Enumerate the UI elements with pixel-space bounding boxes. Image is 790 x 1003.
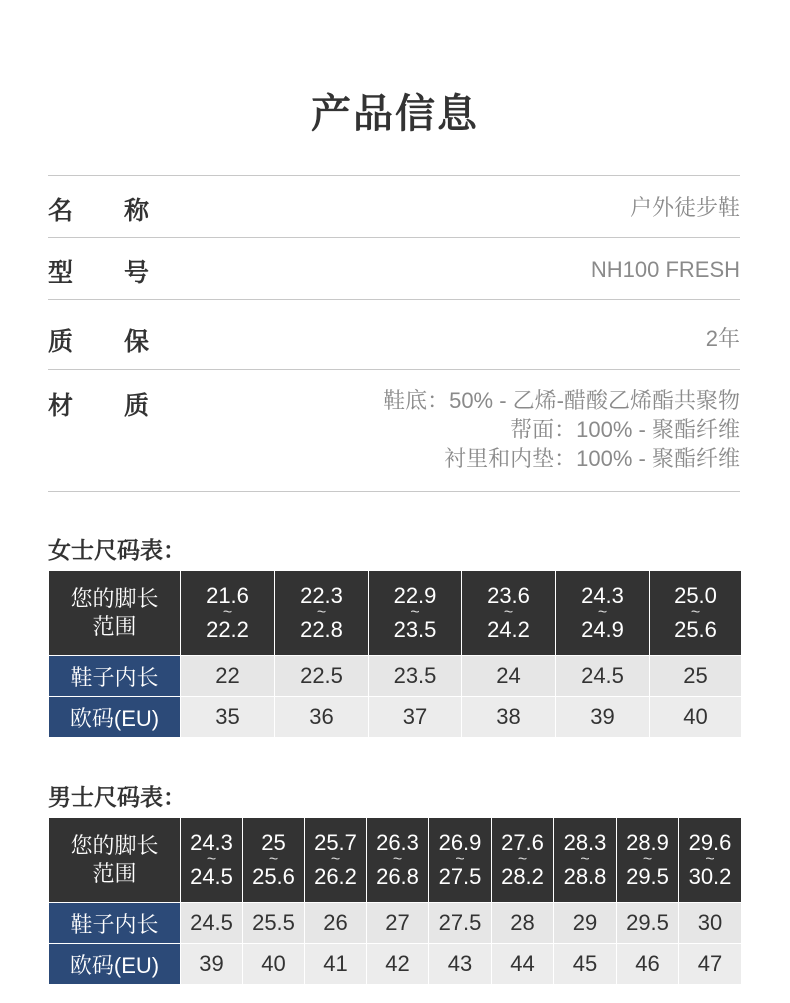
range-cell: 21.6 ~ 22.2 [181,571,275,656]
info-value: 鞋底：50% - 乙烯-醋酸乙烯酯共聚物 帮面：100% - 聚酯纤维 衬里和内垫：100% - 聚酯纤维 [383,388,740,471]
range-cell: 26.9 ~ 27.5 [429,818,492,903]
info-row-name [48,176,740,238]
size-cell: 24.5 [181,903,243,944]
size-cell: 39 [181,944,243,985]
range-cell: 29.6 ~ 30.2 [679,818,742,903]
row-header-eu-size: 欧码(EU) [49,944,181,985]
range-cell: 22.9 ~ 23.5 [369,571,462,656]
eu-size-row [49,697,742,738]
size-cell: 40 [650,697,742,738]
row-header-foot-length: 您的脚长 范围 [49,818,181,903]
info-value: 户外徒步鞋 [629,195,740,220]
info-label: 材 质 [48,391,152,420]
range-cell: 23.6 ~ 24.2 [462,571,556,656]
inner-length-row [49,903,742,944]
info-row-warranty [48,300,740,370]
row-header-eu-size: 欧码(EU) [49,697,181,738]
size-cell: 46 [617,944,679,985]
women-size-title: 女士尺码表： [48,538,186,564]
row-header-inner-length: 鞋子内长 [49,656,181,697]
info-label: 型 号 [48,258,152,287]
info-row-model [48,238,740,300]
size-cell: 29.5 [617,903,679,944]
size-cell: 36 [275,697,369,738]
row-header-foot-length: 您的脚长 范围 [49,571,181,656]
page-title: 产品信息 [311,91,479,137]
size-cell: 22 [181,656,275,697]
size-cell: 24 [462,656,556,697]
foot-length-row [49,818,742,903]
size-cell: 28 [492,903,554,944]
size-cell: 45 [554,944,617,985]
info-label: 名 称 [48,196,152,225]
size-cell: 38 [462,697,556,738]
size-cell: 40 [243,944,305,985]
info-label: 质 保 [48,327,152,356]
range-cell: 26.3 ~ 26.8 [367,818,429,903]
size-cell: 27.5 [429,903,492,944]
size-cell: 41 [305,944,367,985]
men-size-table [48,817,742,985]
size-cell: 42 [367,944,429,985]
size-cell: 29 [554,903,617,944]
women-size-table [48,570,742,738]
size-cell: 35 [181,697,275,738]
range-cell: 24.3 ~ 24.9 [556,571,650,656]
size-cell: 26 [305,903,367,944]
size-cell: 25.5 [243,903,305,944]
men-size-title: 男士尺码表： [48,785,186,811]
size-cell: 47 [679,944,742,985]
size-cell: 39 [556,697,650,738]
range-cell: 24.3 ~ 24.5 [181,818,243,903]
range-cell: 28.3 ~ 28.8 [554,818,617,903]
size-cell: 44 [492,944,554,985]
size-cell: 24.5 [556,656,650,697]
row-header-inner-length: 鞋子内长 [49,903,181,944]
range-cell: 25.7 ~ 26.2 [305,818,367,903]
foot-length-row [49,571,742,656]
info-value: 2年 [705,326,740,351]
size-cell: 27 [367,903,429,944]
size-cell: 25 [650,656,742,697]
size-cell: 37 [369,697,462,738]
size-cell: 22.5 [275,656,369,697]
info-value: NH100 FRESH [590,257,740,282]
range-cell: 27.6 ~ 28.2 [492,818,554,903]
range-cell: 28.9 ~ 29.5 [617,818,679,903]
size-cell: 23.5 [369,656,462,697]
inner-length-row [49,656,742,697]
eu-size-row [49,944,742,985]
product-info-list [48,175,740,492]
size-cell: 30 [679,903,742,944]
info-row-material [48,370,740,492]
size-cell: 43 [429,944,492,985]
range-cell: 22.3 ~ 22.8 [275,571,369,656]
range-cell: 25.0 ~ 25.6 [650,571,742,656]
range-cell: 25 ~ 25.6 [243,818,305,903]
